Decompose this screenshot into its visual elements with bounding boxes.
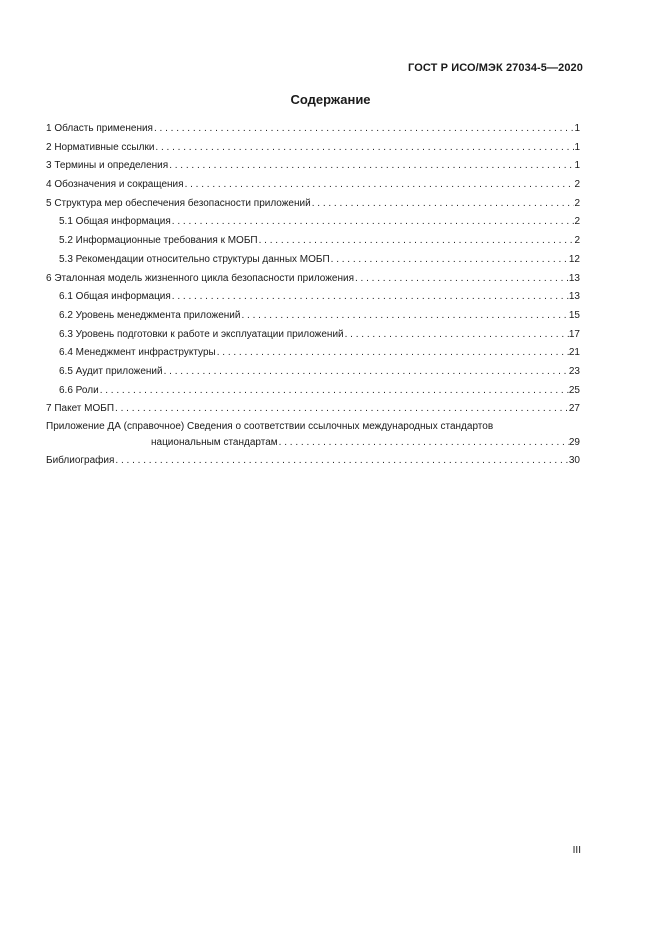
dot-leader — [154, 139, 574, 158]
toc-entry-appendix[interactable] — [46, 419, 580, 452]
toc-entry-label: 5.1 Общая информация — [59, 216, 171, 228]
toc-entry[interactable] — [46, 270, 580, 289]
dot-leader — [278, 434, 569, 452]
toc-entry-page: 1 — [574, 160, 580, 172]
toc-entry-page: 2 — [574, 197, 580, 209]
toc-entry-page: 13 — [568, 272, 580, 284]
toc-entry-label: 5.2 Информационные требования к МОБП — [59, 235, 258, 247]
appendix-title-line: Приложение ДА (справочное) Сведения о соответствии ссылочных международных стандартов — [46, 421, 494, 432]
toc-entry[interactable] — [46, 400, 580, 419]
toc-entry-label: Библиография — [46, 455, 115, 466]
toc-entry-label: 2 Нормативные ссылки — [46, 141, 155, 153]
dot-leader — [330, 251, 569, 270]
document-code: ГОСТ Р ИСО/МЭК 27034-5—2020 — [408, 62, 583, 74]
toc-entry-page: 17 — [568, 328, 580, 340]
dot-leader — [168, 157, 574, 176]
toc-entry[interactable] — [46, 382, 580, 401]
dot-leader — [240, 307, 568, 326]
toc-entry-label: 6.4 Менеджмент инфраструктуры — [59, 347, 216, 359]
toc-entry-page: 23 — [568, 365, 580, 377]
toc-entry-page: 13 — [568, 291, 580, 303]
toc-entry-label: 6 Эталонная модель жизненного цикла безопасности приложения — [46, 272, 354, 284]
dot-leader — [184, 176, 575, 195]
toc-entry-label: 7 Пакет МОБП — [46, 403, 115, 415]
toc-entry-label: 1 Область применения — [46, 123, 153, 134]
toc-entry[interactable] — [46, 195, 580, 214]
dot-leader — [171, 288, 569, 307]
toc-entry-bibliography[interactable] — [46, 452, 580, 471]
toc-entry[interactable] — [46, 307, 580, 326]
toc-entry[interactable] — [46, 363, 580, 382]
toc-entry[interactable] — [46, 139, 580, 158]
toc-entry-page: 15 — [568, 309, 580, 321]
toc-entry-label: 5 Структура мер обеспечения безопасности приложений — [46, 197, 311, 209]
dot-leader — [311, 195, 575, 214]
dot-leader — [354, 270, 569, 289]
toc-entry-page: 21 — [568, 347, 580, 359]
toc-entry[interactable] — [46, 326, 580, 345]
toc-entry-label: 6.1 Общая информация — [59, 291, 171, 303]
toc-entry[interactable] — [46, 232, 580, 251]
toc-entry-page: 1 — [574, 123, 580, 134]
toc-entry-page: 1 — [574, 141, 580, 153]
toc-entry-label: 4 Обозначения и сокращения — [46, 179, 184, 191]
toc-entry-page: 29 — [568, 437, 580, 448]
table-of-contents — [46, 120, 580, 471]
toc-entry-label: 6.5 Аудит приложений — [59, 365, 163, 377]
toc-entry-label: 5.3 Рекомендации относительно структуры данных МОБП — [59, 253, 330, 265]
toc-entry[interactable] — [46, 213, 580, 232]
toc-entry-label: 3 Термины и определения — [46, 160, 169, 172]
toc-entry-page: 2 — [574, 235, 580, 247]
dot-leader — [216, 344, 569, 363]
dot-leader — [171, 213, 575, 232]
toc-entry-page: 27 — [568, 403, 580, 415]
dot-leader — [258, 232, 575, 251]
toc-entry[interactable] — [46, 344, 580, 363]
toc-entry-label: 6.3 Уровень подготовки к работе и эксплуатации приложений — [59, 328, 344, 340]
toc-entry-label: 6.2 Уровень менеджмента приложений — [59, 309, 241, 321]
toc-entry-label: национальным стандартам — [151, 437, 278, 448]
toc-entry[interactable] — [46, 176, 580, 195]
dot-leader — [99, 382, 569, 401]
toc-entry-page: 2 — [574, 216, 580, 228]
dot-leader — [344, 326, 569, 345]
toc-entry-page: 2 — [574, 179, 580, 191]
page-number: III — [572, 845, 581, 856]
dot-leader — [163, 363, 569, 382]
toc-entry-page: 12 — [568, 253, 580, 265]
toc-entry-page: 30 — [568, 455, 580, 466]
toc-title: Содержание — [290, 92, 371, 107]
dot-leader — [114, 452, 568, 471]
toc-entry[interactable] — [46, 288, 580, 307]
toc-entry-label: 6.6 Роли — [59, 384, 99, 396]
toc-entry-page: 25 — [568, 384, 580, 396]
toc-entry[interactable] — [46, 157, 580, 176]
dot-leader — [114, 400, 569, 419]
dot-leader — [153, 120, 574, 139]
appendix-title-continuation — [46, 434, 580, 452]
toc-entry[interactable] — [46, 251, 580, 270]
toc-entry[interactable] — [46, 120, 580, 139]
